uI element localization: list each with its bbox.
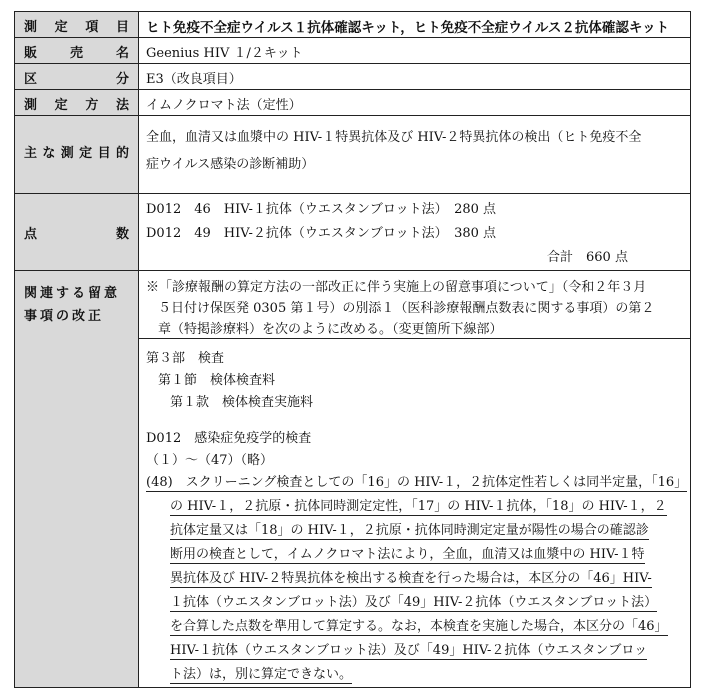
label-char: 方 — [85, 98, 99, 113]
row-divider — [15, 37, 690, 38]
label-char: な — [42, 146, 56, 161]
label-points — [24, 223, 129, 242]
label-char: 法 — [115, 98, 129, 113]
label-char: 主 — [24, 146, 38, 161]
row-divider — [15, 115, 690, 116]
label-sales — [24, 42, 129, 61]
label-notes-line-1: 関連する留意 — [24, 286, 121, 301]
value-purpose-line-2: 症ウイルス感染の診断補助） — [146, 157, 315, 172]
label-char: 測 — [24, 20, 38, 35]
item48-line-8: HIV-１抗体（ウエスタンブロット法）及び「49」HIV-２抗体（ウエスタンブロッ — [170, 639, 647, 660]
notes-code: D012 感染症免疫学的検査 — [146, 431, 312, 446]
label-notes-line-2: 事項の改正 — [24, 309, 105, 324]
label-category — [24, 68, 129, 87]
item48-line-1: (48) スクリーニング検査としての「16」の HIV-１，２抗体定性若しくは同半定量，「16」 — [146, 471, 687, 492]
label-char: 分 — [115, 72, 129, 87]
label-char: 項 — [85, 20, 99, 35]
label-char: 区 — [24, 72, 38, 87]
header-cell-sales — [15, 37, 139, 63]
item48-line-3: 抗体定量又は「18」の HIV-１，２抗原・抗体同時測定定量が陽性の場合の確認診 — [170, 519, 649, 540]
header-cell-notes — [15, 270, 139, 687]
notes-intro-line-1: ※「診療報酬の算定方法の一部改正に伴う実施上の留意事項について」（令和２年３月 — [146, 280, 647, 295]
value-purpose-line-1: 全血，血清又は血漿中の HIV-１特異抗体及び HIV-２特異抗体の検出（ヒト免疫不全 — [146, 130, 642, 145]
label-char: 点 — [24, 227, 38, 242]
notes-section: 第３部 検査 — [146, 351, 225, 366]
item48-line-7: を合算した点数を準用して算定する。なお，本検査を実施した場合，本区分の「46」 — [170, 615, 668, 636]
item48-line-4: 断用の検査として，イムノクロマト法により，全血，血清又は血漿中の HIV-１特 — [170, 543, 645, 564]
label-char: 定 — [79, 146, 93, 161]
value-method: イムノクロマト法（定性） — [146, 98, 302, 113]
item48-line-9: ト法）は，別に算定できない。 — [170, 663, 352, 684]
notes-article: 第１款 検体検査実施料 — [170, 395, 314, 410]
label-item — [24, 16, 129, 35]
label-char: 測 — [24, 98, 38, 113]
notes-intro-line-2: ５日付け保医発 0305 第１号）の別添１（医科診療報酬点数表に関する事項）の第２ — [158, 301, 655, 316]
header-cell-category — [15, 63, 139, 89]
row-divider — [15, 270, 690, 271]
row-divider — [15, 63, 690, 64]
label-char: 販 — [24, 46, 38, 61]
label-char: 測 — [60, 146, 74, 161]
value-item: ヒト免疫不全症ウイルス１抗体確認キット，ヒト免疫不全症ウイルス２抗体確認キット — [146, 20, 670, 36]
value-points-line-2: D012 49 HIV-２抗体（ウエスタンブロット法） 380 点 — [146, 226, 497, 241]
item48-line-2: の HIV-１，２抗原・抗体同時測定定性，「17」の HIV-１抗体，「18」の HIV-１，２ — [170, 495, 667, 516]
header-cell-item — [15, 12, 139, 37]
label-char: 的 — [115, 146, 129, 161]
item48-line-5: 異抗体及び HIV-２特異抗体を検出する検査を行った場合は，本区分の「46」HIV- — [170, 567, 652, 588]
row-divider — [15, 193, 690, 194]
label-char: 名 — [115, 46, 129, 61]
label-notes — [24, 282, 129, 328]
header-cell-points — [15, 193, 139, 270]
notes-intro-line-3: 章（特掲診療料）を次のように改める。（変更箇所下線部） — [158, 322, 503, 337]
value-sales: Geenius HIV １/２キット — [146, 46, 303, 61]
value-category: E3（改良項目） — [146, 72, 242, 87]
label-char: 数 — [115, 227, 129, 242]
header-cell-method — [15, 89, 139, 115]
value-points-total: 合計 660 点 — [547, 250, 628, 265]
item48-line-6: １抗体（ウエスタンブロット法）及び「49」HIV-２抗体（ウエスタンブロット法） — [170, 591, 657, 612]
label-char: 目 — [115, 20, 129, 35]
notes-range: （１）～（47）（略） — [146, 453, 274, 468]
label-method — [24, 94, 129, 113]
label-char: 定 — [54, 20, 68, 35]
amendment-table — [14, 11, 691, 688]
label-purpose — [24, 142, 129, 161]
label-char: 目 — [97, 146, 111, 161]
header-cell-purpose — [15, 115, 139, 193]
notes-subsection: 第１節 検体検査料 — [158, 373, 276, 388]
value-points-line-1: D012 46 HIV-１抗体（ウエスタンブロット法） 280 点 — [146, 202, 497, 217]
label-char: 定 — [54, 98, 68, 113]
notes-divider — [139, 338, 690, 339]
label-char: 売 — [69, 46, 83, 61]
row-divider — [15, 89, 690, 90]
